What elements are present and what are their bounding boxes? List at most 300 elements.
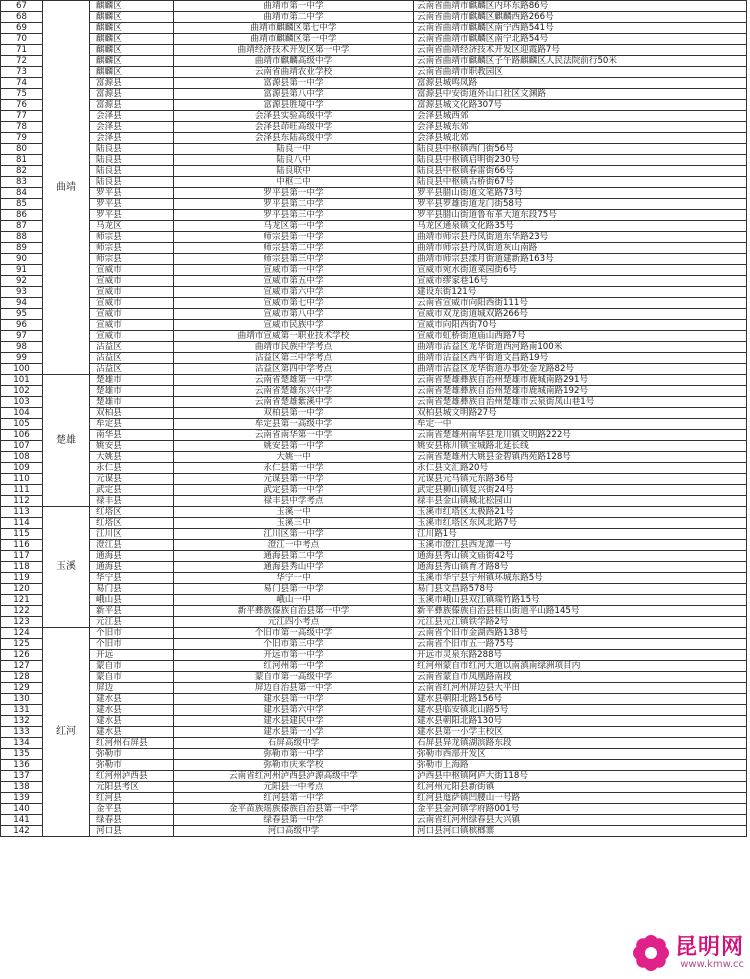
- address-cell: 云南省楚雄彝族自治州楚雄市云泉街凤山巷1号: [414, 397, 747, 408]
- table-row: [1, 650, 747, 661]
- row-number: 137: [1, 771, 43, 782]
- school-name-cell: 马龙区第一中学: [174, 221, 414, 232]
- address-cell: 云南省红河州绿春县大兴镇: [414, 815, 747, 826]
- address-cell: 永仁县文汇路20号: [414, 463, 747, 474]
- district-cell: 通海县: [90, 562, 174, 573]
- district-cell: 会泽县: [90, 122, 174, 133]
- school-name-cell: 云南省红河州泸西县泸源高级中学: [174, 771, 414, 782]
- school-name-cell: 宣威市第八中学: [174, 309, 414, 320]
- row-number: 97: [1, 331, 43, 342]
- school-name-cell: 罗平县第一中学: [174, 188, 414, 199]
- school-name-cell: 曲靖市麒麟高级中学: [174, 56, 414, 67]
- table-row: [1, 749, 747, 760]
- address-cell: 江川路1号: [414, 529, 747, 540]
- row-number: 109: [1, 463, 43, 474]
- table-row: [1, 23, 747, 34]
- row-number: 102: [1, 386, 43, 397]
- district-cell: 元江县: [90, 617, 174, 628]
- district-cell: 禄丰县: [90, 496, 174, 507]
- address-cell: 会泽县城北郊: [414, 133, 747, 144]
- address-cell: 曲靖市师宗县漾月街道建新路163号: [414, 254, 747, 265]
- school-name-cell: 元谋县第一中学: [174, 474, 414, 485]
- school-name-cell: 红河县第一中学: [174, 793, 414, 804]
- table-row: [1, 199, 747, 210]
- district-cell: 河口县: [90, 826, 174, 837]
- address-cell: 陆良县中枢镇春雷街66号: [414, 166, 747, 177]
- district-cell: 双柏县: [90, 408, 174, 419]
- district-cell: 绿春县: [90, 815, 174, 826]
- address-cell: 云南省宣威市向阳西街111号: [414, 298, 747, 309]
- school-name-cell: 宣威市第六中学: [174, 287, 414, 298]
- address-cell: 建水县朝阳北路156号: [414, 694, 747, 705]
- row-number: 122: [1, 606, 43, 617]
- row-number: 91: [1, 265, 43, 276]
- district-cell: 宣威市: [90, 309, 174, 320]
- row-number: 113: [1, 507, 43, 518]
- table-row: [1, 45, 747, 56]
- district-cell: 会泽县: [90, 111, 174, 122]
- address-cell: 云南省曲靖市麒麟区内环东路86号: [414, 1, 747, 12]
- address-cell: 云南省曲靖市麒麟区麒麟西路266号: [414, 12, 747, 23]
- district-cell: 宣威市: [90, 287, 174, 298]
- address-cell: 元谋县元马镇元东路36号: [414, 474, 747, 485]
- district-cell: 马龙区: [90, 221, 174, 232]
- address-cell: 富源县城鸣凤路: [414, 78, 747, 89]
- school-name-cell: 罗平县第二中学: [174, 199, 414, 210]
- address-cell: 开远市灵泉东路288号: [414, 650, 747, 661]
- school-name-cell: 元江四小考点: [174, 617, 414, 628]
- district-cell: 元阳县考区: [90, 782, 174, 793]
- row-number: 110: [1, 474, 43, 485]
- table-row: [1, 89, 747, 100]
- district-cell: 富源县: [90, 89, 174, 100]
- district-cell: 弥勒市: [90, 749, 174, 760]
- row-number: 100: [1, 364, 43, 375]
- address-cell: 红河州元阳县新街镇: [414, 782, 747, 793]
- district-cell: 楚雄市: [90, 386, 174, 397]
- district-cell: 会泽县: [90, 133, 174, 144]
- school-name-cell: 姚安县第一中学: [174, 441, 414, 452]
- district-cell: 宣威市: [90, 276, 174, 287]
- row-number: 75: [1, 89, 43, 100]
- address-cell: 云南省楚雄州大姚县金碧镇西苑路128号: [414, 452, 747, 463]
- table-row: [1, 430, 747, 441]
- row-number: 77: [1, 111, 43, 122]
- table-row: [1, 606, 747, 617]
- address-cell: 曲靖市师宗县丹凤街道灰山南路: [414, 243, 747, 254]
- table-row: [1, 188, 747, 199]
- address-cell: 泸西县中枢镇阿庐大街118号: [414, 771, 747, 782]
- school-name-cell: 宣威市第五中学: [174, 276, 414, 287]
- address-cell: 通海县秀山镇文庙街42号: [414, 551, 747, 562]
- row-number: 69: [1, 23, 43, 34]
- district-cell: 罗平县: [90, 199, 174, 210]
- table-row: [1, 518, 747, 529]
- row-number: 115: [1, 529, 43, 540]
- school-name-cell: 陆良一中: [174, 144, 414, 155]
- address-cell: 建水县临安镇北山路5号: [414, 705, 747, 716]
- row-number: 136: [1, 760, 43, 771]
- address-cell: 石屏县异龙镇湖滨路东段: [414, 738, 747, 749]
- table-row: [1, 111, 747, 122]
- row-number: 116: [1, 540, 43, 551]
- table-row: [1, 826, 747, 837]
- school-name-cell: 曲靖市第一中学: [174, 1, 414, 12]
- district-cell: 沾益区: [90, 364, 174, 375]
- school-name-cell: 罗平县第三中学: [174, 210, 414, 221]
- city-cell: 曲靖: [43, 1, 90, 375]
- table-row: [1, 584, 747, 595]
- school-name-cell: 河口高级中学: [174, 826, 414, 837]
- district-cell: 陆良县: [90, 155, 174, 166]
- district-cell: 武定县: [90, 485, 174, 496]
- address-cell: 富源县中安街道外山口社区文渊路: [414, 89, 747, 100]
- row-number: 132: [1, 716, 43, 727]
- school-name-cell: 陆良八中: [174, 155, 414, 166]
- table-row: [1, 408, 747, 419]
- table-row: [1, 144, 747, 155]
- address-cell: 宣威市双龙街道城双路266号: [414, 309, 747, 320]
- school-name-cell: 屏边自治县第一中学: [174, 683, 414, 694]
- row-number: 76: [1, 100, 43, 111]
- school-name-cell: 弥勒市第一中学: [174, 749, 414, 760]
- table-row: [1, 452, 747, 463]
- table-row: [1, 562, 747, 573]
- row-number: 92: [1, 276, 43, 287]
- table-row: [1, 232, 747, 243]
- school-name-cell: 云南省曲靖农业学校: [174, 67, 414, 78]
- school-name-cell: 武定县第一中学: [174, 485, 414, 496]
- table-row: [1, 804, 747, 815]
- table-row: [1, 738, 747, 749]
- district-cell: 红河州石屏县: [90, 738, 174, 749]
- row-number: 68: [1, 12, 43, 23]
- row-number: 118: [1, 562, 43, 573]
- school-name-cell: 沾益区第三中学考点: [174, 353, 414, 364]
- school-name-cell: 宣威市第一中学: [174, 265, 414, 276]
- table-row: [1, 672, 747, 683]
- address-cell: 云南省楚雄州南华县龙川镇文明路222号: [414, 430, 747, 441]
- row-number: 130: [1, 694, 43, 705]
- table-row: [1, 166, 747, 177]
- address-cell: 宣威市向阳西街70号: [414, 320, 747, 331]
- school-name-cell: 建水县建民中学: [174, 716, 414, 727]
- table-row: [1, 463, 747, 474]
- district-cell: 新平县: [90, 606, 174, 617]
- row-number: 131: [1, 705, 43, 716]
- table-row: [1, 386, 747, 397]
- school-name-cell: 禄丰县中学考点: [174, 496, 414, 507]
- district-cell: 陆良县: [90, 166, 174, 177]
- table-row: [1, 727, 747, 738]
- school-name-cell: 开远市第一中学: [174, 650, 414, 661]
- district-cell: 楚雄市: [90, 375, 174, 386]
- district-cell: 麒麟区: [90, 12, 174, 23]
- district-cell: 峨山县: [90, 595, 174, 606]
- table-row: [1, 309, 747, 320]
- address-cell: 富源县城文化路307号: [414, 100, 747, 111]
- table-row: [1, 628, 747, 639]
- district-cell: 沾益区: [90, 353, 174, 364]
- address-cell: 曲靖市沾益区龙华街道办事处金龙路82号: [414, 364, 747, 375]
- row-number: 105: [1, 419, 43, 430]
- school-name-cell: 个旧市第三中学: [174, 639, 414, 650]
- district-cell: 蒙自市: [90, 672, 174, 683]
- school-name-cell: 师宗县第三中学: [174, 254, 414, 265]
- address-cell: 陆良县中枢镇古桥街67号: [414, 177, 747, 188]
- table-row: [1, 683, 747, 694]
- table-row: [1, 1, 747, 12]
- district-cell: 元谋县: [90, 474, 174, 485]
- row-number: 125: [1, 639, 43, 650]
- school-name-cell: 云南省楚雄紫溪中学: [174, 397, 414, 408]
- district-cell: 建水县: [90, 716, 174, 727]
- school-name-cell: 永仁县第一中学: [174, 463, 414, 474]
- address-cell: 云南省个旧市五一路75号: [414, 639, 747, 650]
- address-cell: 罗平县腊山街道文笔路73号: [414, 188, 747, 199]
- address-cell: 曲靖市师宗县丹凤街道东华路23号: [414, 232, 747, 243]
- school-name-cell: 云南省楚雄第一中学: [174, 375, 414, 386]
- address-cell: 建设东街121号: [414, 287, 747, 298]
- table-row: [1, 694, 747, 705]
- school-name-cell: 新平彝族傣族自治县第一中学: [174, 606, 414, 617]
- address-cell: 易门县文昌路578号: [414, 584, 747, 595]
- district-cell: 红河县: [90, 793, 174, 804]
- school-name-cell: 江川区第一中学: [174, 529, 414, 540]
- district-cell: 弥勒市: [90, 760, 174, 771]
- address-cell: 宣威市缪家巷16号: [414, 276, 747, 287]
- district-cell: 屏边: [90, 683, 174, 694]
- table-row: [1, 782, 747, 793]
- school-name-cell: 绿春县第一中学: [174, 815, 414, 826]
- address-cell: 会泽县城西郊: [414, 111, 747, 122]
- school-name-cell: 建水县第六中学: [174, 705, 414, 716]
- school-name-cell: 红河州第一中学: [174, 661, 414, 672]
- row-number: 120: [1, 584, 43, 595]
- row-number: 114: [1, 518, 43, 529]
- table-row: [1, 639, 747, 650]
- table-row: [1, 155, 747, 166]
- school-name-cell: 通海县秀山中学: [174, 562, 414, 573]
- school-name-cell: 陆良联中: [174, 166, 414, 177]
- table-row: [1, 243, 747, 254]
- district-cell: 个旧市: [90, 628, 174, 639]
- table-row: [1, 397, 747, 408]
- table-row: [1, 815, 747, 826]
- address-cell: 金平县金河镇学府路001号: [414, 804, 747, 815]
- address-cell: 建水县第一小学主校区: [414, 727, 747, 738]
- row-number: 82: [1, 166, 43, 177]
- row-number: 86: [1, 210, 43, 221]
- school-name-cell: 建水县第一小学: [174, 727, 414, 738]
- address-cell: 河口县河口镇槟榔寨: [414, 826, 747, 837]
- address-cell: 红河县迤萨镇凹腰山一号路: [414, 793, 747, 804]
- flower-logo-icon: [631, 933, 671, 973]
- table-row: [1, 705, 747, 716]
- address-cell: 宣威市宛水街道菜园街6号: [414, 265, 747, 276]
- row-number: 139: [1, 793, 43, 804]
- school-name-cell: 师宗县第二中学: [174, 243, 414, 254]
- school-name-cell: 建水县第一中学: [174, 694, 414, 705]
- school-name-cell: 曲靖市第二中学: [174, 12, 414, 23]
- school-name-cell: 富源县第一中学: [174, 78, 414, 89]
- school-name-cell: 个旧市第一高级中学: [174, 628, 414, 639]
- district-cell: 陆良县: [90, 144, 174, 155]
- school-name-cell: 石屏高级中学: [174, 738, 414, 749]
- row-number: 108: [1, 452, 43, 463]
- row-number: 81: [1, 155, 43, 166]
- district-cell: 麒麟区: [90, 56, 174, 67]
- address-cell: 云南省曲靖市职教园区: [414, 67, 747, 78]
- table-row: [1, 507, 747, 518]
- school-name-cell: 峨山一中: [174, 595, 414, 606]
- row-number: 80: [1, 144, 43, 155]
- table-row: [1, 551, 747, 562]
- city-cell: 楚雄: [43, 375, 90, 507]
- district-cell: 麒麟区: [90, 23, 174, 34]
- district-cell: 永仁县: [90, 463, 174, 474]
- table-row: [1, 265, 747, 276]
- district-cell: 楚雄市: [90, 397, 174, 408]
- row-number: 112: [1, 496, 43, 507]
- row-number: 87: [1, 221, 43, 232]
- school-name-cell: 易门县第一中学: [174, 584, 414, 595]
- district-cell: 开远: [90, 650, 174, 661]
- school-name-cell: 曲靖市民族中学考点: [174, 342, 414, 353]
- school-name-cell: 中枢二中: [174, 177, 414, 188]
- table-row: [1, 254, 747, 265]
- row-number: 107: [1, 441, 43, 452]
- row-number: 138: [1, 782, 43, 793]
- row-number: 103: [1, 397, 43, 408]
- address-cell: 元江县元江镇铁学路2号: [414, 617, 747, 628]
- table-row: [1, 353, 747, 364]
- row-number: 119: [1, 573, 43, 584]
- row-number: 78: [1, 122, 43, 133]
- address-cell: 玉溪市红塔区太极路21号: [414, 507, 747, 518]
- row-number: 126: [1, 650, 43, 661]
- table-row: [1, 474, 747, 485]
- table-row: [1, 320, 747, 331]
- address-cell: 云南省曲靖市麒麟区南宁西路541号: [414, 23, 747, 34]
- row-number: 111: [1, 485, 43, 496]
- school-name-cell: 师宗县第一中学: [174, 232, 414, 243]
- table-row: [1, 441, 747, 452]
- address-cell: 云南省楚雄彝族自治州楚雄市鹿城南路291号: [414, 375, 747, 386]
- school-name-cell: 蒙自市第一高级中学: [174, 672, 414, 683]
- row-number: 71: [1, 45, 43, 56]
- row-number: 123: [1, 617, 43, 628]
- row-number: 70: [1, 34, 43, 45]
- address-cell: 马龙区通泉镇文化路35号: [414, 221, 747, 232]
- school-name-cell: 会泽县东陆高级中学: [174, 133, 414, 144]
- school-name-cell: 大姚一中: [174, 452, 414, 463]
- address-cell: 双柏县城文明路27号: [414, 408, 747, 419]
- row-number: 117: [1, 551, 43, 562]
- row-number: 128: [1, 672, 43, 683]
- address-cell: 云南省楚雄彝族自治州楚雄市鹿城南路192号: [414, 386, 747, 397]
- district-cell: 蒙自市: [90, 661, 174, 672]
- table-row: [1, 177, 747, 188]
- row-number: 73: [1, 67, 43, 78]
- school-name-cell: 玉溪一中: [174, 507, 414, 518]
- district-cell: 建水县: [90, 694, 174, 705]
- row-number: 93: [1, 287, 43, 298]
- school-name-cell: 宣威市第七中学: [174, 298, 414, 309]
- school-name-cell: 会泽县茚旺高级中学: [174, 122, 414, 133]
- row-number: 94: [1, 298, 43, 309]
- table-row: [1, 276, 747, 287]
- district-cell: 宣威市: [90, 320, 174, 331]
- table-row: [1, 298, 747, 309]
- district-cell: 罗平县: [90, 188, 174, 199]
- district-cell: 南华县: [90, 430, 174, 441]
- district-cell: 富源县: [90, 78, 174, 89]
- address-cell: 通海县秀山镇育才路8号: [414, 562, 747, 573]
- table-row: [1, 573, 747, 584]
- table-row: [1, 221, 747, 232]
- address-cell: 武定县狮山镇复兴街24号: [414, 485, 747, 496]
- address-cell: 新平彝族傣族自治县桂山街道平山路145号: [414, 606, 747, 617]
- table-row: [1, 100, 747, 111]
- row-number: 124: [1, 628, 43, 639]
- address-cell: 罗平县罗雄街道龙门街58号: [414, 199, 747, 210]
- row-number: 142: [1, 826, 43, 837]
- district-cell: 麒麟区: [90, 34, 174, 45]
- school-name-cell: 会泽县实验高级中学: [174, 111, 414, 122]
- row-number: 121: [1, 595, 43, 606]
- school-name-cell: 通海县第二中学: [174, 551, 414, 562]
- row-number: 101: [1, 375, 43, 386]
- address-cell: 云南省蒙自市凤凰路南段: [414, 672, 747, 683]
- address-cell: 宣威市虹桥街道庙山西路7号: [414, 331, 747, 342]
- table-row: [1, 375, 747, 386]
- district-cell: 麒麟区: [90, 1, 174, 12]
- row-number: 133: [1, 727, 43, 738]
- table-row: [1, 771, 747, 782]
- district-cell: 通海县: [90, 551, 174, 562]
- row-number: 98: [1, 342, 43, 353]
- school-name-cell: 澄江一中考点: [174, 540, 414, 551]
- address-cell: 会泽县城东郊: [414, 122, 747, 133]
- district-cell: 建水县: [90, 727, 174, 738]
- address-cell: 云南省曲靖市麒麟区南宁北路54号: [414, 34, 747, 45]
- district-cell: 华宁县: [90, 573, 174, 584]
- district-cell: 江川区: [90, 529, 174, 540]
- table-row: [1, 793, 747, 804]
- table-row: [1, 540, 747, 551]
- table-row: [1, 67, 747, 78]
- row-number: 104: [1, 408, 43, 419]
- table-row: [1, 78, 747, 89]
- address-cell: 姚安县栋川镇宝城路北延长线: [414, 441, 747, 452]
- school-name-cell: 牟定县第一高级中学: [174, 419, 414, 430]
- district-cell: 大姚县: [90, 452, 174, 463]
- district-cell: 个旧市: [90, 639, 174, 650]
- school-name-cell: 弥勒市庆来学校: [174, 760, 414, 771]
- row-number: 96: [1, 320, 43, 331]
- row-number: 140: [1, 804, 43, 815]
- district-cell: 宣威市: [90, 298, 174, 309]
- address-cell: 玉溪市澄江县西龙潭一号: [414, 540, 747, 551]
- watermark-title: 昆明网: [674, 935, 744, 960]
- school-name-cell: 玉溪三中: [174, 518, 414, 529]
- address-cell: 陆良县中枢镇启明街230号: [414, 155, 747, 166]
- row-number: 89: [1, 243, 43, 254]
- school-name-cell: 曲靖市麒麟区第七中学: [174, 23, 414, 34]
- district-cell: 易门县: [90, 584, 174, 595]
- row-number: 85: [1, 199, 43, 210]
